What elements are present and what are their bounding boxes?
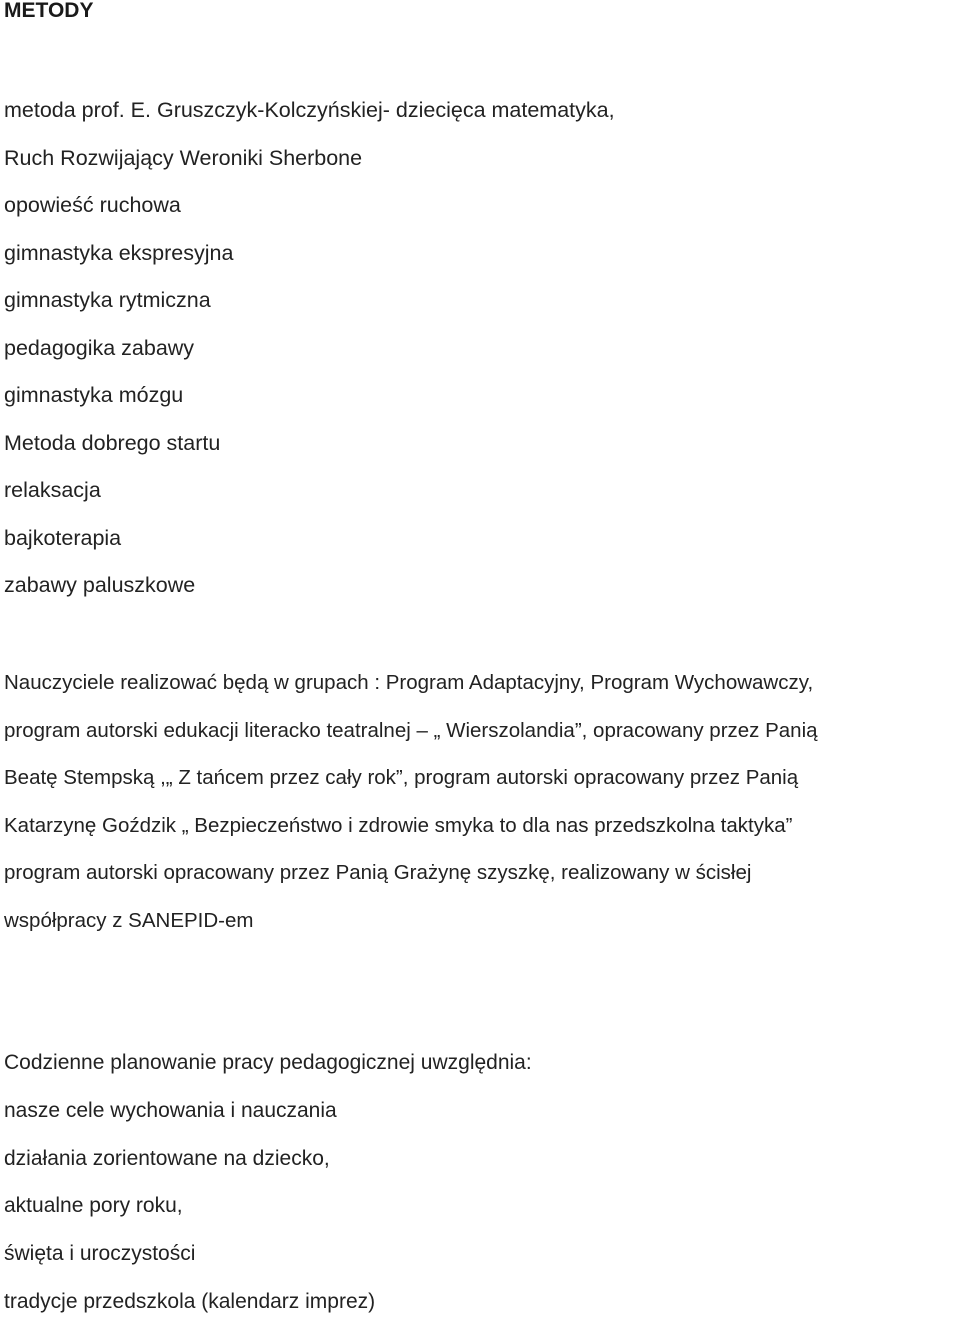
planning-list — [4, 1039, 532, 1326]
methods-list-item: gimnastyka ekspresyjna — [4, 240, 234, 265]
methods-list-item: opowieść ruchowa — [4, 193, 181, 217]
planning-list-item: nasze cele wychowania i nauczania — [4, 1098, 337, 1122]
paragraph-line: Katarzynę Goździk „ Bezpieczeństwo i zdrowie smyka to dla nas przedszkolna taktyka” — [4, 813, 793, 837]
methods-list-item: Metoda dobrego startu — [4, 430, 221, 455]
paragraph-line: Beatę Stempską ,„ Z tańcem przez cały rok”, program autorski opracowany przez Panią — [4, 766, 799, 789]
methods-list-item: gimnastyka rytmiczna — [4, 288, 211, 312]
methods-list-item: Ruch Rozwijający Weroniki Sherbone — [4, 145, 363, 170]
methods-list-item: zabawy paluszkowe — [4, 573, 196, 597]
programs-paragraph — [4, 659, 959, 944]
methods-list-item: bajkoterapia — [4, 525, 122, 550]
planning-intro: Codzienne planowanie pracy pedagogicznej uwzględnia: — [4, 1051, 532, 1074]
section-heading: METODY — [4, 0, 94, 22]
paragraph-line: współpracy z SANEPID-em — [4, 908, 254, 932]
planning-list-item: działania zorientowane na dziecko, — [4, 1146, 330, 1170]
methods-list-item: relaksacja — [4, 478, 101, 502]
methods-list-item: pedagogika zabawy — [4, 335, 195, 360]
methods-list-item: metoda prof. E. Gruszczyk-Kolczyńskiej- dziecięca matematyka, — [4, 98, 615, 122]
planning-list-item: aktualne pory roku, — [4, 1194, 183, 1218]
planning-list-item: święta i uroczystości — [4, 1242, 196, 1266]
methods-list — [4, 87, 615, 610]
paragraph-line: Nauczyciele realizować będą w grupach : Program Adaptacyjny, Program Wychowawczy, — [4, 671, 814, 694]
planning-list-item: tradycje przedszkola (kalendarz imprez) — [4, 1289, 376, 1313]
methods-list-item: gimnastyka mózgu — [4, 383, 184, 407]
paragraph-line: program autorski opracowany przez Panią Grażynę szyszkę, realizowany w ścisłej — [4, 861, 752, 884]
paragraph-line: program autorski edukacji literacko teatralnej – „ Wierszolandia”, opracowany przez Panią — [4, 718, 818, 742]
